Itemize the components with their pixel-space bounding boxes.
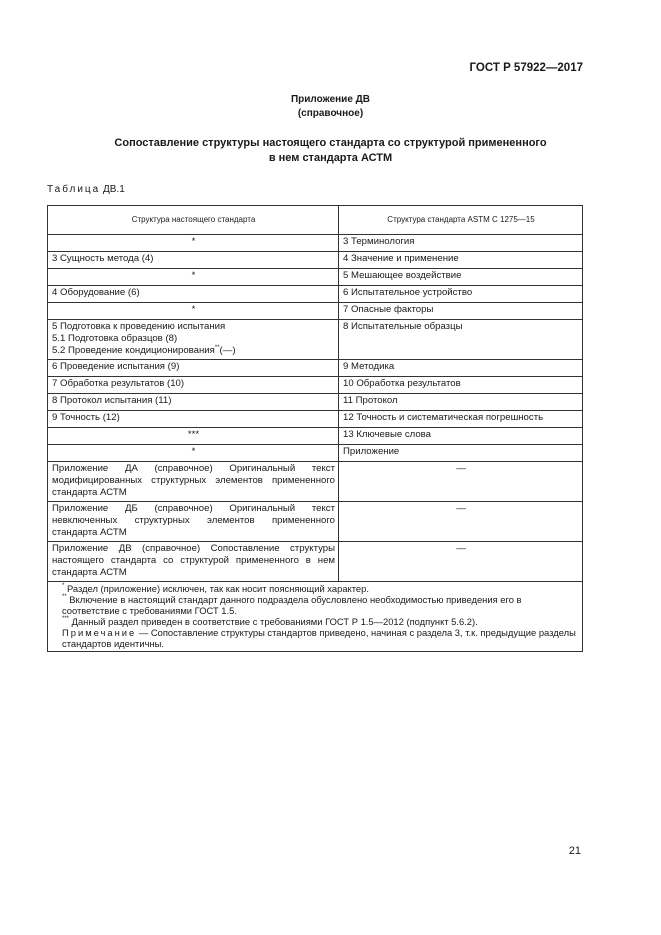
header-this-standard: Структура настоящего стандарта — [48, 206, 339, 235]
annex-title-line2: (справочное) — [297, 108, 364, 119]
right-cell: — — [339, 502, 583, 542]
left-cell: * — [48, 445, 339, 462]
table-row — [48, 320, 583, 360]
right-cell: Приложение — [339, 445, 583, 462]
right-cell: 6 Испытательное устройство — [339, 286, 583, 303]
left-cell: 6 Проведение испытания (9) — [48, 360, 339, 377]
footnote-mark: * — [62, 583, 65, 589]
left-cell: Приложение ДВ (справочное) Сопоставление структуры настоящего стандарта со структурой примененного в нем стандарта АСТМ — [48, 542, 339, 582]
table-row — [48, 377, 583, 394]
table-row — [48, 303, 583, 320]
page-number: 21 — [568, 845, 581, 857]
table-header-row — [48, 206, 583, 235]
annex-title-line1: Приложение ДВ — [290, 94, 371, 105]
footnote-text: Данный раздел приведен в соответствие с требованиями ГОСТ Р 1.5—2012 (подпункт 5.6.2). — [69, 616, 478, 627]
right-cell: 7 Опасные факторы — [339, 303, 583, 320]
left-cell: 7 Обработка результатов (10) — [48, 377, 339, 394]
table-footnotes — [48, 582, 583, 652]
table-row — [48, 360, 583, 377]
header-astm-standard: Структура стандарта ASTM C 1275—15 — [339, 206, 583, 235]
left-cell-line: 5.1 Подготовка образцов (8) — [52, 333, 178, 344]
table-row — [48, 428, 583, 445]
table-row — [48, 445, 583, 462]
table-row — [48, 286, 583, 303]
right-cell: — — [339, 462, 583, 502]
left-cell: 8 Протокол испытания (11) — [48, 394, 339, 411]
table-row — [48, 502, 583, 542]
footnote-mark: ** — [62, 594, 67, 600]
left-cell — [48, 320, 339, 360]
right-cell: 12 Точность и систематическая погрешность — [339, 411, 583, 428]
left-cell: *** — [48, 428, 339, 445]
right-cell: 9 Методика — [339, 360, 583, 377]
annex-heading-line2: в нем стандарта АСТМ — [268, 152, 393, 164]
left-cell-line: 5 Подготовка к проведению испытания — [52, 321, 226, 332]
left-cell: Приложение ДА (справочное) Оригинальный текст модифицированных структурных элементов примененного стандарта АСТМ — [48, 462, 339, 502]
table-row — [48, 269, 583, 286]
right-cell: 8 Испытательные образцы — [339, 320, 583, 360]
table-caption-word: Таблица — [47, 184, 101, 195]
right-cell: 5 Мешающее воздействие — [339, 269, 583, 286]
footnote-ref: ** — [214, 345, 220, 351]
standard-code: ГОСТ Р 57922—2017 — [469, 62, 583, 74]
footnotes-row — [48, 582, 583, 652]
right-cell: 10 Обработка результатов — [339, 377, 583, 394]
right-cell: 3 Терминология — [339, 235, 583, 252]
footnote-mark: *** — [62, 616, 70, 622]
left-cell-text: 5.2 Проведение кондиционирования — [52, 345, 215, 356]
footnote-text: Включение в настоящий стандарт данного подраздела обусловлено необходимостью приведения его в соответствие с требованиями ГОСТ 1.5. — [62, 594, 522, 616]
left-cell: 4 Оборудование (6) — [48, 286, 339, 303]
table-row — [48, 252, 583, 269]
left-cell: 3 Сущность метода (4) — [48, 252, 339, 269]
footnote-1 — [52, 583, 579, 594]
table-row — [48, 394, 583, 411]
left-cell: * — [48, 235, 339, 252]
left-cell: * — [48, 269, 339, 286]
note-label: Примечание — [62, 627, 137, 638]
table-row — [48, 411, 583, 428]
left-cell: 9 Точность (12) — [48, 411, 339, 428]
footnote-text: Раздел (приложение) исключен, так как носит поясняющий характер. — [64, 583, 369, 594]
right-cell: 11 Протокол — [339, 394, 583, 411]
footnote-2 — [52, 594, 579, 616]
table-row — [48, 542, 583, 582]
right-cell: 4 Значение и применение — [339, 252, 583, 269]
footnote-3 — [52, 616, 579, 627]
table-note — [52, 627, 579, 649]
annex-heading — [0, 136, 661, 166]
annex-title — [0, 93, 661, 121]
left-cell: * — [48, 303, 339, 320]
table-caption-number: ДВ.1 — [100, 184, 125, 195]
table-caption — [47, 184, 125, 195]
right-cell: — — [339, 542, 583, 582]
left-cell: Приложение ДБ (справочное) Оригинальный текст невключенных структурных элементов примененного стандарта АСТМ — [48, 502, 339, 542]
left-cell-suffix: (—) — [219, 345, 236, 356]
structure-comparison-table — [47, 205, 583, 652]
annex-heading-line1: Сопоставление структуры настоящего стандарта со структурой примененного — [114, 137, 547, 149]
left-cell-line — [52, 345, 335, 357]
right-cell: 13 Ключевые слова — [339, 428, 583, 445]
table-row — [48, 462, 583, 502]
note-text: — Сопоставление структуры стандартов приведено, начиная с раздела 3, т.к. предыдущие разделы стандартов идентичны. — [62, 627, 576, 649]
table-row — [48, 235, 583, 252]
